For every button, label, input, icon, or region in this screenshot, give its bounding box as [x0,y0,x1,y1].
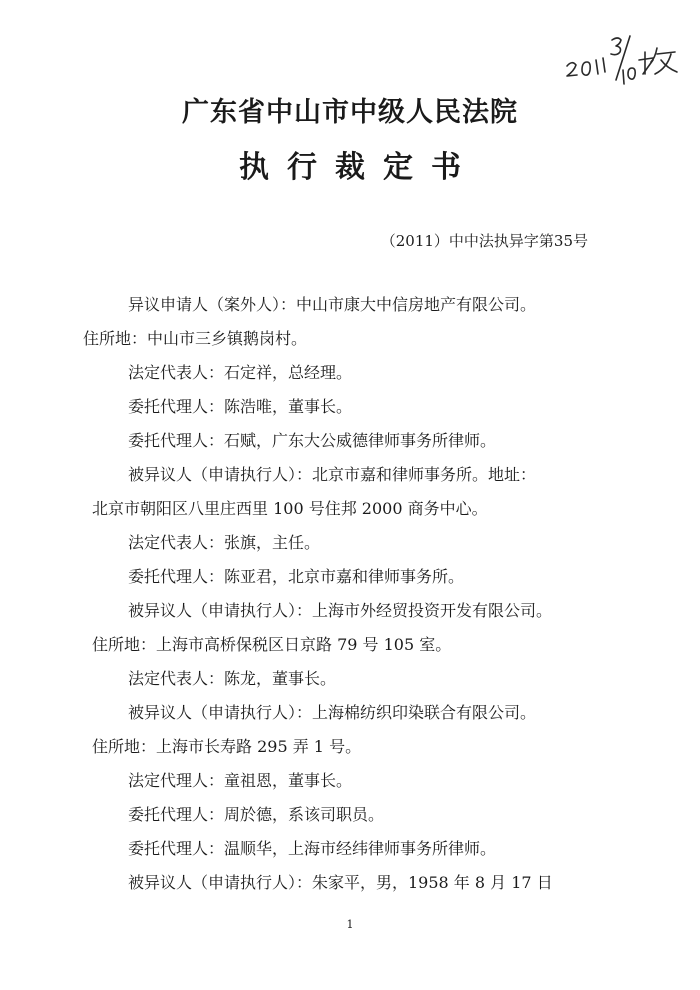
party-line: 法定代表人：张旗，主任。 [128,533,321,552]
court-name: 广东省中山市中级人民法院 [182,97,518,128]
party-line: 被异议人（申请执行人）：朱家平，男，1958 年 8 月 17 日 [128,873,553,892]
document-title: 执行裁定书 [239,150,479,185]
case-number: （2011）中中法执异字第35号 [380,232,588,250]
party-line: 委托代理人：陈浩唯，董事长。 [128,397,353,416]
party-line: 被异议人（申请执行人）：北京市嘉和律师事务所。地址： [128,465,537,484]
handwritten-date-note [565,30,685,90]
party-line: 被异议人（申请执行人）：上海棉纺织印染联合有限公司。 [128,703,537,722]
party-line: 北京市朝阳区八里庄西里 100 号住邦 2000 商务中心。 [92,499,488,518]
party-line: 委托代理人：温顺华，上海市经纬律师事务所律师。 [128,839,497,858]
party-line: 法定代理人：童祖恩，董事长。 [128,771,353,790]
party-line: 住所地：上海市高桥保税区日京路 79 号 105 室。 [92,635,452,654]
party-line: 住所地：中山市三乡镇鹅岗村。 [83,329,308,348]
party-line: 法定代表人：陈龙，董事长。 [128,669,337,688]
party-line: 委托代理人：周於德，系该司职员。 [128,805,385,824]
party-line: 住所地：上海市长寿路 295 弄 1 号。 [92,737,362,756]
party-line: 被异议人（申请执行人）：上海市外经贸投资开发有限公司。 [128,601,553,620]
party-line: 异议申请人（案外人）：中山市康大中信房地产有限公司。 [128,295,537,314]
party-line: 委托代理人：石赋，广东大公威德律师事务所律师。 [128,431,497,450]
page-number: 1 [346,918,354,931]
party-line: 委托代理人：陈亚君，北京市嘉和律师事务所。 [128,567,465,586]
party-line: 法定代表人：石定祥，总经理。 [128,363,353,382]
